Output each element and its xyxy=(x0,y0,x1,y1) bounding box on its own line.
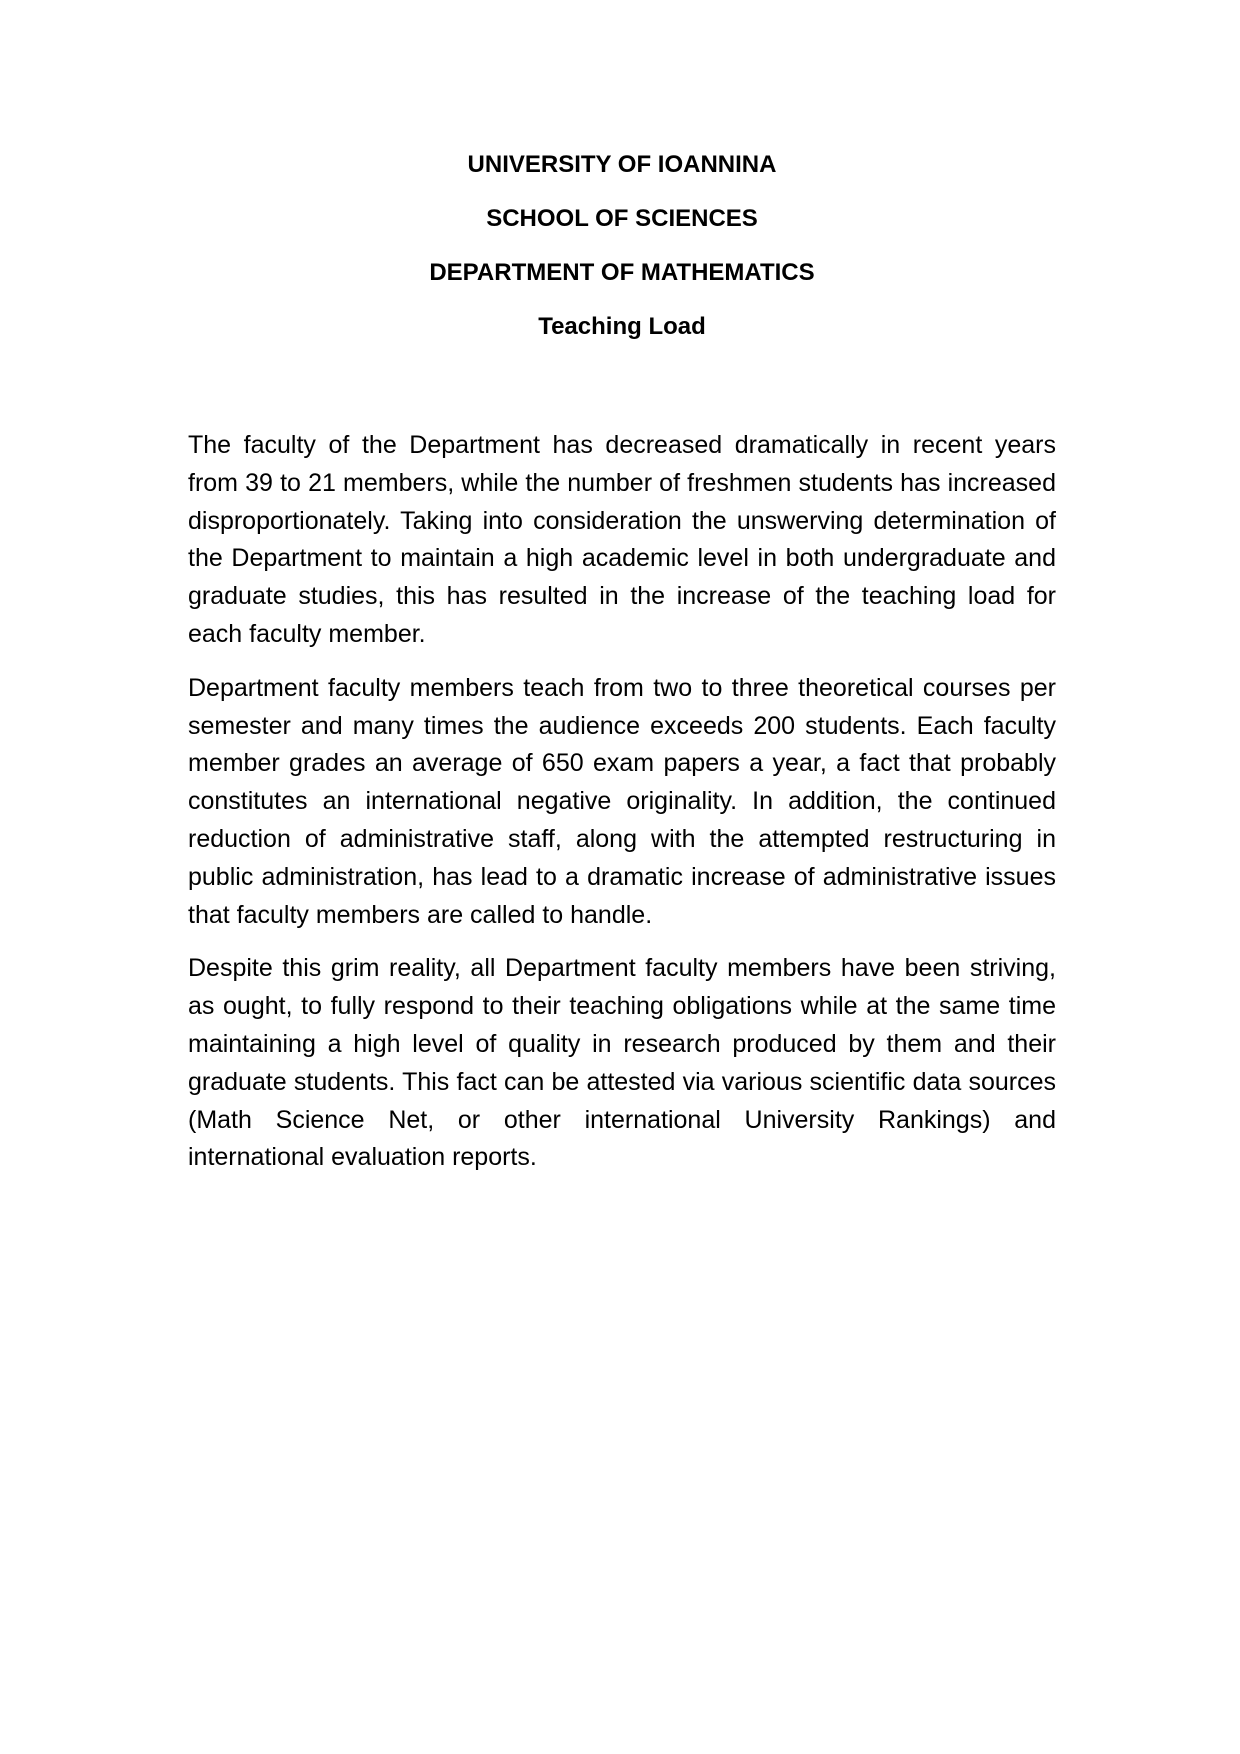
paragraph-faculty-decrease: The faculty of the Department has decreased dramatically in recent years from 39 to 21 members, while the number of freshmen students has increased disproportionately. Taking into consideration the unswerving determination of the Department to maintain a high academic level in both undergraduate and graduate studies, this has resulted in the increase of the teaching load for each faculty member. xyxy=(188,431,1056,648)
document-title: Teaching Load xyxy=(538,313,706,340)
department-name: DEPARTMENT OF MATHEMATICS xyxy=(429,259,815,286)
paragraph-teaching-duties: Department faculty members teach from two to three theoretical courses per semester and many times the audience exceeds 200 students. Each faculty member grades an average of 650 exam papers a year, a fact that probably constitutes an international negative originality. In addition, the continued reduction of administrative staff, along with the attempted restructuring in public administration, has lead to a dramatic increase of administrative issues that faculty members are called to handle. xyxy=(188,673,1056,929)
university-name: UNIVERSITY OF IOANNINA xyxy=(467,151,777,178)
document-header xyxy=(188,150,1056,366)
school-name: SCHOOL OF SCIENCES xyxy=(486,205,758,232)
document-body xyxy=(188,427,1056,1193)
paragraph-grim-reality: Despite this grim reality, all Department faculty members have been striving, as ought, to fully respond to their teaching obligations while at the same time maintaining a high level of quality in research produced by them and their graduate students. This fact can be attested via various scientific data sources (Math Science Net, or other international University Rankings) and international evaluation reports. xyxy=(188,954,1056,1172)
